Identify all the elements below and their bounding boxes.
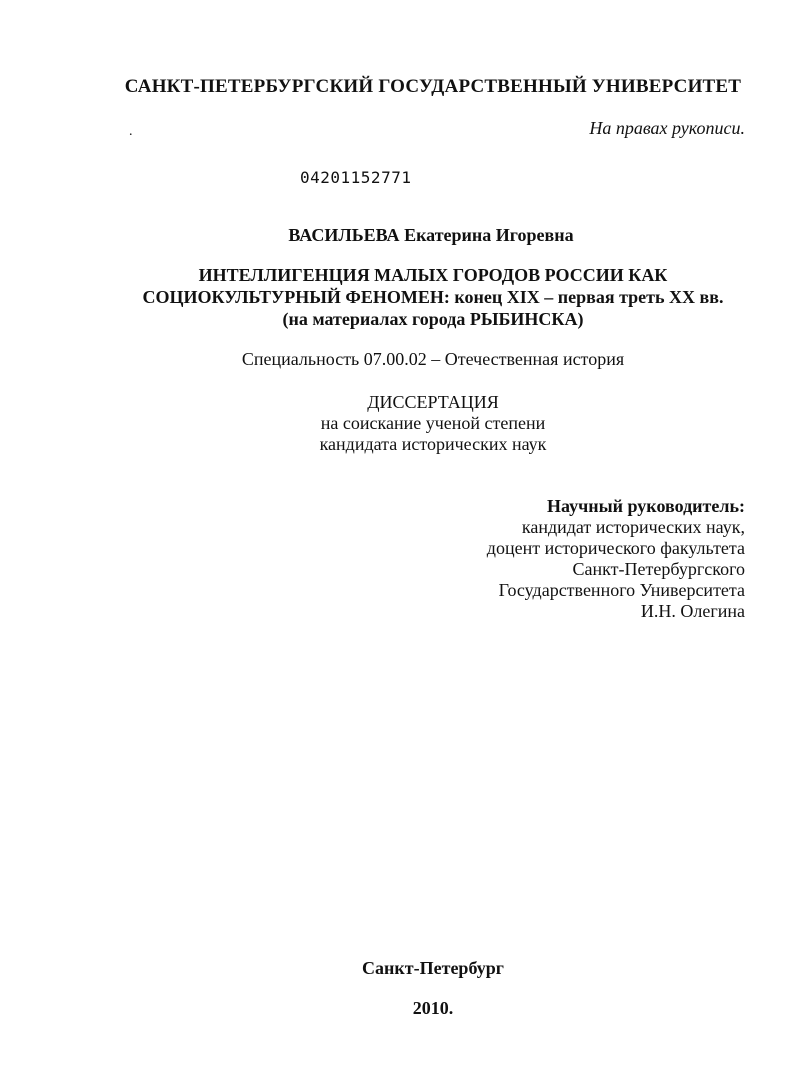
author-given-names: Екатерина Игоревна [404,225,574,245]
manuscript-note: На правах рукописи. [589,118,745,138]
dissertation-block [0,392,793,455]
dissertation-title [0,264,793,330]
title-line-3: (на материалах города РЫБИНСКА) [282,309,584,329]
degree-line-2: кандидата исторических наук [319,434,547,454]
specialty: Специальность 07.00.02 – Отечественная история [241,349,625,369]
title-line-1: ИНТЕЛЛИГЕНЦИЯ МАЛЫХ ГОРОДОВ РОССИИ КАК [198,265,668,285]
supervisor-heading: Научный руководитель: [547,496,745,516]
supervisor-block [487,496,745,622]
supervisor-line: доцент исторического факультета [486,538,745,558]
author-surname: ВАСИЛЬЕВА [288,225,400,245]
supervisor-line: кандидат исторических наук, [521,517,745,537]
dissertation-heading: ДИССЕРТАЦИЯ [367,392,499,412]
degree-line-1: на соискание ученой степени [320,413,546,433]
document-number: 04201152771 [300,168,412,187]
city: Санкт-Петербург [362,958,504,978]
supervisor-name: И.Н. Олегина [640,601,745,621]
supervisor-line: Государственного Университета [498,580,745,600]
title-line-2: СОЦИОКУЛЬТУРНЫЙ ФЕНОМЕН: конец XIX – первая треть XX вв. [142,287,724,307]
stray-mark: . [129,124,133,139]
university-name: САНКТ-ПЕТЕРБУРГСКИЙ ГОСУДАРСТВЕННЫЙ УНИВЕРСИТЕТ [124,76,742,97]
supervisor-line: Санкт-Петербургского [572,559,745,579]
year: 2010. [412,998,454,1018]
author-name [0,225,793,246]
